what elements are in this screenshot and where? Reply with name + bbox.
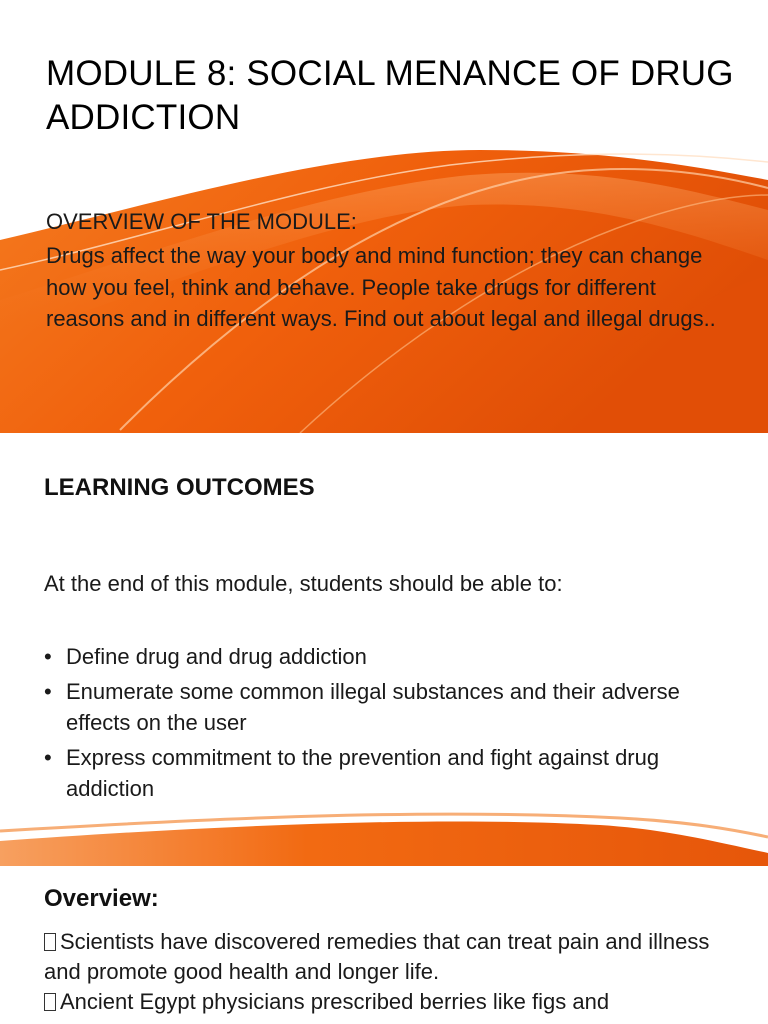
outcome-text: Express commitment to the prevention and fight against drug addiction — [66, 745, 660, 801]
bullet-icon: • — [44, 745, 52, 770]
overview-section-heading: Overview: — [44, 885, 159, 912]
bullet-icon: • — [44, 679, 52, 704]
overview-text: Drugs affect the way your body and mind function; they can change how you feel, think and behave. People take drugs for different reasons and in different ways. Find out about legal and illegal drugs.. — [46, 243, 716, 331]
overview-section-body — [44, 927, 734, 1017]
outcome-text: Define drug and drug addiction — [66, 644, 367, 669]
outcome-text: Enumerate some common illegal substances and their adverse effects on the user — [66, 679, 680, 735]
list-item — [44, 641, 734, 672]
outcomes-list — [44, 641, 734, 808]
bullet-icon: • — [44, 644, 52, 669]
learning-outcomes-heading: LEARNING OUTCOMES — [44, 474, 315, 501]
learning-outcomes-intro: At the end of this module, students should be able to: — [44, 571, 563, 596]
overview-heading: OVERVIEW OF THE MODULE: — [46, 209, 357, 234]
missing-glyph-icon — [44, 933, 56, 951]
missing-glyph-icon — [44, 993, 56, 1011]
slide-learning-outcomes — [0, 433, 768, 866]
overview-item-text: Scientists have discovered remedies that can treat pain and illness and promote good health and longer life. — [44, 929, 710, 984]
list-item — [44, 742, 734, 804]
slide-overview — [0, 866, 768, 1024]
list-item — [44, 676, 734, 738]
slide-module-title — [0, 0, 768, 433]
list-item — [44, 927, 734, 987]
list-item — [44, 987, 734, 1017]
module-title: MODULE 8: SOCIAL MENANCE OF DRUG ADDICTION — [46, 54, 734, 137]
overview-item-text: Ancient Egypt physicians prescribed berries like figs and — [60, 989, 610, 1014]
